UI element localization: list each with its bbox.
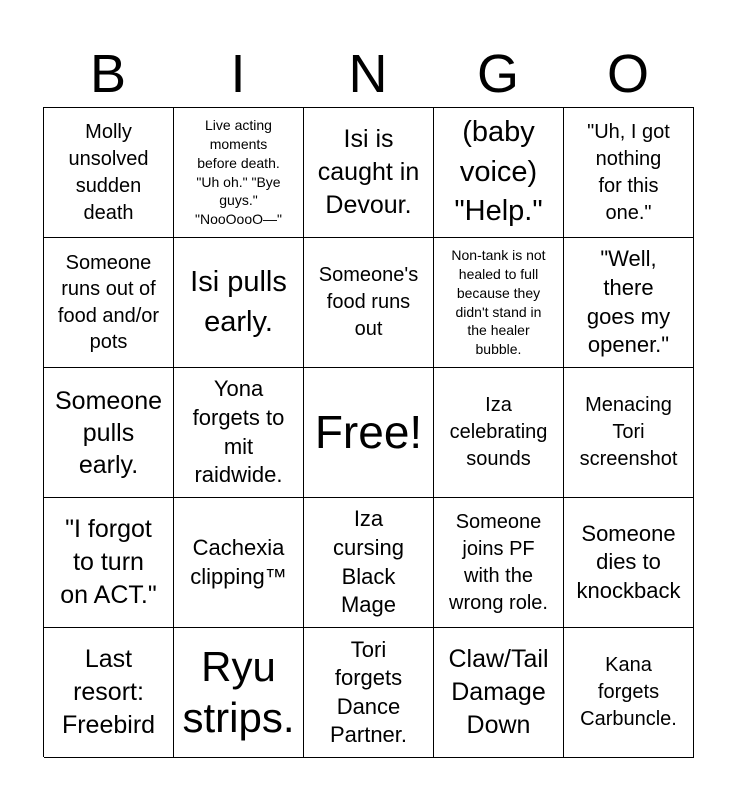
bingo-cell-r1c1[interactable] — [44, 108, 174, 238]
bingo-cell-r1c3[interactable] — [304, 108, 434, 238]
cell-text: Someone runs out of food and/or pots — [57, 251, 160, 353]
bingo-cell-r3c5[interactable] — [564, 368, 694, 498]
cell-text: Someone pulls early. — [54, 386, 163, 479]
cell-text: Iza cursing Black Mage — [333, 506, 404, 618]
bingo-cell-r4c1[interactable] — [44, 498, 174, 628]
bingo-cell-r2c5[interactable] — [564, 238, 694, 368]
bingo-cell-r5c3[interactable] — [304, 628, 434, 758]
bingo-cell-r5c1[interactable] — [44, 628, 174, 758]
bingo-cell-r4c2[interactable] — [174, 498, 304, 628]
cell-text: Isi is caught in Devour. — [317, 125, 420, 219]
cell-text: Menacing Tori screenshot — [579, 394, 678, 470]
cell-text: Last resort: Freebird — [61, 645, 156, 739]
bingo-cell-r5c4[interactable] — [434, 628, 564, 758]
header-letter-g: G — [476, 44, 519, 104]
cell-text: Isi pulls early. — [190, 266, 287, 338]
bingo-cell-r2c4[interactable] — [434, 238, 564, 368]
bingo-cell-r2c2[interactable] — [174, 238, 304, 368]
bingo-cell-r3c1[interactable] — [44, 368, 174, 498]
bingo-cell-r1c4[interactable] — [434, 108, 564, 238]
bingo-cell-r5c5[interactable] — [564, 628, 694, 758]
bingo-cell-r2c3[interactable] — [304, 238, 434, 368]
bingo-cell-r4c4[interactable] — [434, 498, 564, 628]
bingo-cell-r3c3-free[interactable] — [304, 368, 434, 498]
cell-text: Iza celebrating sounds — [449, 394, 548, 470]
bingo-cell-r5c2[interactable] — [174, 628, 304, 758]
bingo-cell-r3c2[interactable] — [174, 368, 304, 498]
cell-text: "I forgot to turn on ACT." — [60, 515, 157, 609]
cell-text: "Uh, I got nothing for this one." — [587, 120, 670, 224]
bingo-board — [43, 107, 694, 757]
cell-text: Tori forgets Dance Partner. — [329, 637, 408, 747]
bingo-cell-r4c3[interactable] — [304, 498, 434, 628]
header-letter-n: N — [348, 44, 388, 104]
bingo-cell-r1c5[interactable] — [564, 108, 694, 238]
bingo-header — [43, 42, 693, 106]
cell-text: Live acting moments before death. "Uh oh." "Bye guys." "NooOooO—" — [195, 116, 282, 228]
cell-text: "Well, there goes my opener." — [586, 246, 671, 358]
cell-text: Someone's food runs out — [318, 264, 419, 340]
cell-text: Kana forgets Carbuncle. — [580, 654, 677, 730]
cell-text: Molly unsolved sudden death — [68, 120, 149, 224]
header-letter-i: I — [230, 44, 246, 104]
free-space-text: Free! — [314, 406, 423, 459]
bingo-cell-r2c1[interactable] — [44, 238, 174, 368]
bingo-cell-r1c2[interactable] — [174, 108, 304, 238]
cell-text: (baby voice) "Help." — [454, 116, 543, 228]
cell-text: Non-tank is not healed to full because they didn't stand in the healer bubble. — [451, 246, 546, 358]
header-letter-o: O — [606, 44, 649, 104]
bingo-cell-r3c4[interactable] — [434, 368, 564, 498]
cell-text: Ryu strips. — [182, 643, 295, 741]
cell-text: Yona forgets to mit raidwide. — [192, 376, 285, 488]
cell-text: Cachexia clipping™ — [190, 534, 287, 589]
cell-text: Someone dies to knockback — [576, 520, 681, 603]
header-letter-b: B — [89, 44, 127, 104]
cell-text: Someone joins PF with the wrong role. — [449, 510, 548, 614]
cell-text: Claw/Tail Damage Down — [448, 645, 549, 739]
bingo-cell-r4c5[interactable] — [564, 498, 694, 628]
